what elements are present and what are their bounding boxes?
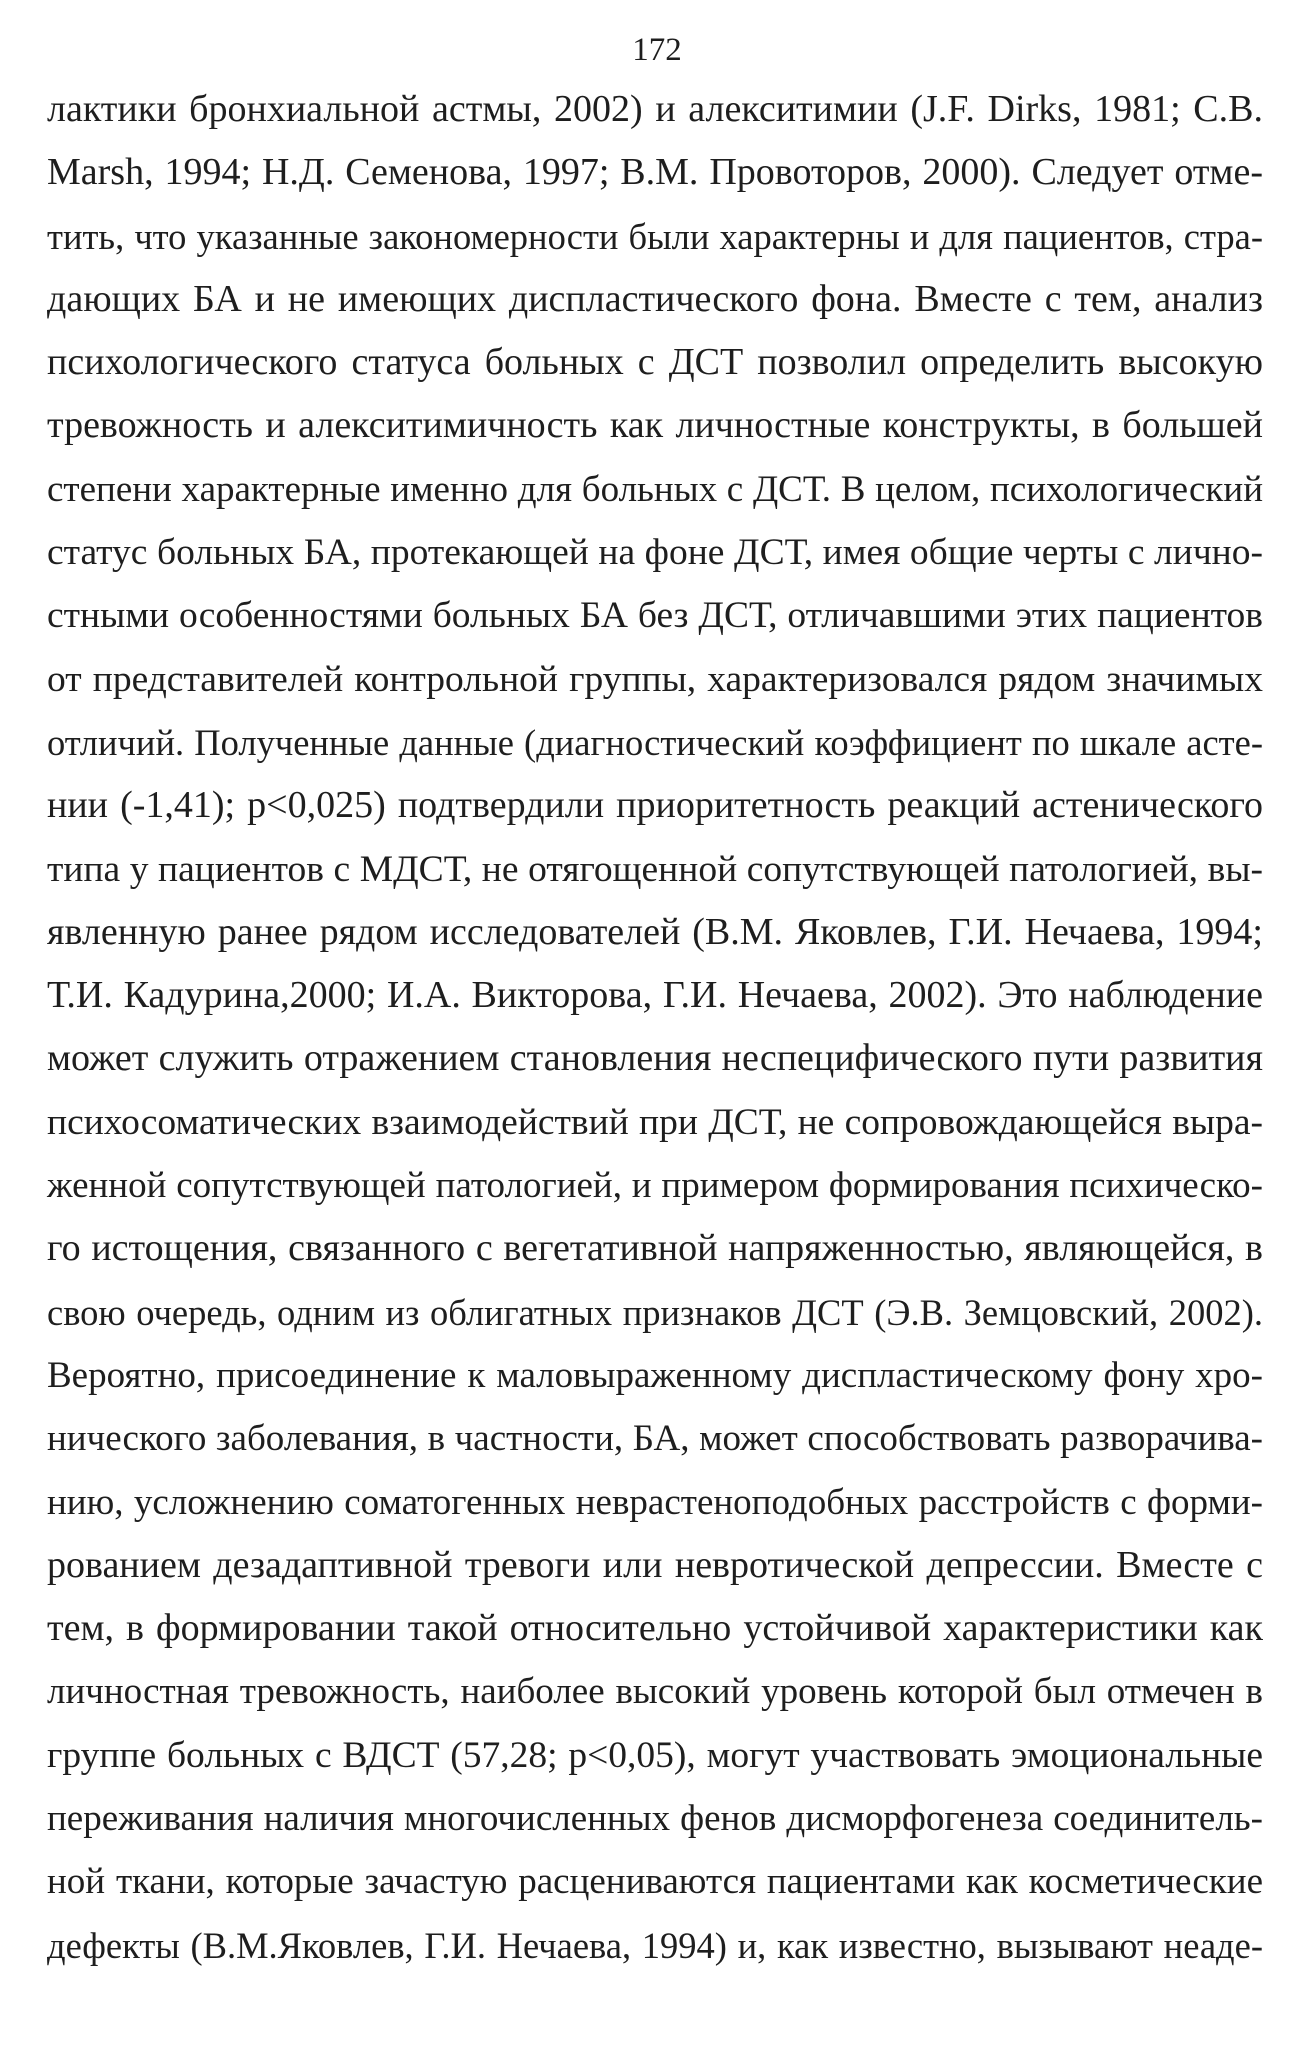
text-line: личностная тревожность, наиболее высокий уровень которой был отмечен в (47, 1671, 1263, 1713)
text-line: Т.И. Кадурина,2000; И.А. Викторова, Г.И. Нечаева, 2002). Это наблюдение (47, 974, 1263, 1017)
text-line: психологического статуса больных с ДСТ позволил определить высокую (47, 341, 1263, 384)
text-line: лактики бронхиальной астмы, 2002) и алекситимии (J.F. Dirks, 1981; C.B. (47, 88, 1263, 130)
text-line: степени характерные именно для больных с ДСТ. В целом, психологический (47, 468, 1263, 510)
text-line: от представителей контрольной группы, характеризовался рядом значимых (47, 658, 1263, 700)
text-line: женной сопутствующей патологией, и примером формирования психическо- (47, 1165, 1263, 1207)
body-text (47, 78, 1263, 1977)
text-line: психосоматических взаимодействий при ДСТ, не сопровождающейся выра- (47, 1101, 1263, 1143)
text-line: рованием дезадаптивной тревоги или невротической депрессии. Вместе с (47, 1543, 1263, 1586)
text-line: нического заболевания, в частности, БА, может способствовать разворачива- (47, 1418, 1263, 1460)
page-number: 172 (632, 32, 682, 68)
text-line: свою очередь, одним из облигатных признаков ДСТ (Э.В. Земцовский, 2002). (47, 1291, 1263, 1333)
text-line: переживания наличия многочисленных фенов дисморфогенеза соединитель- (47, 1798, 1263, 1840)
text-line: может служить отражением становления неспецифического пути развития (47, 1037, 1263, 1080)
text-line: явленную ранее рядом исследователей (В.М. Яковлев, Г.И. Нечаева, 1994; (47, 910, 1263, 953)
text-line: нию, усложнению соматогенных неврастеноподобных расстройств с форми- (47, 1481, 1263, 1523)
text-line: дающих БА и не имеющих диспластического фона. Вместе с тем, анализ (47, 277, 1263, 320)
text-line: тем, в формировании такой относительно устойчивой характеристики как (47, 1607, 1263, 1650)
text-line: тревожность и алекситимичность как личностные конструкты, в большей (47, 404, 1263, 447)
text-line: дефекты (В.М.Яковлев, Г.И. Нечаева, 1994) и, как известно, вызывают неаде- (47, 1924, 1263, 1966)
text-line: статус больных БА, протекающей на фоне ДСТ, имея общие черты с лично- (47, 532, 1263, 574)
text-line: группе больных с ВДСТ (57,28; р<0,05), могут участвовать эмоциональные (47, 1734, 1263, 1776)
text-line: нии (-1,41); р<0,025) подтвердили приоритетность реакций астенического (47, 784, 1263, 827)
text-line: стными особенностями больных БА без ДСТ, отличавшими этих пациентов (47, 595, 1263, 637)
text-line: Вероятно, присоединение к маловыраженному диспластическому фону хро- (47, 1354, 1263, 1396)
text-line: го истощения, связанного с вегетативной напряженностью, являющейся, в (47, 1227, 1263, 1270)
text-line: тить, что указанные закономерности были характерны и для пациентов, стра- (47, 215, 1263, 257)
text-line: типа у пациентов с МДСТ, не отягощенной сопутствующей патологией, вы- (47, 848, 1263, 890)
text-line: ной ткани, которые зачастую расцениваются пациентами как косметические (47, 1861, 1263, 1903)
text-line: отличий. Полученные данные (диагностический коэффициент по шкале асте- (47, 721, 1263, 763)
text-line: Marsh, 1994; Н.Д. Семенова, 1997; В.М. Провоторов, 2000). Следует отме- (47, 151, 1263, 194)
